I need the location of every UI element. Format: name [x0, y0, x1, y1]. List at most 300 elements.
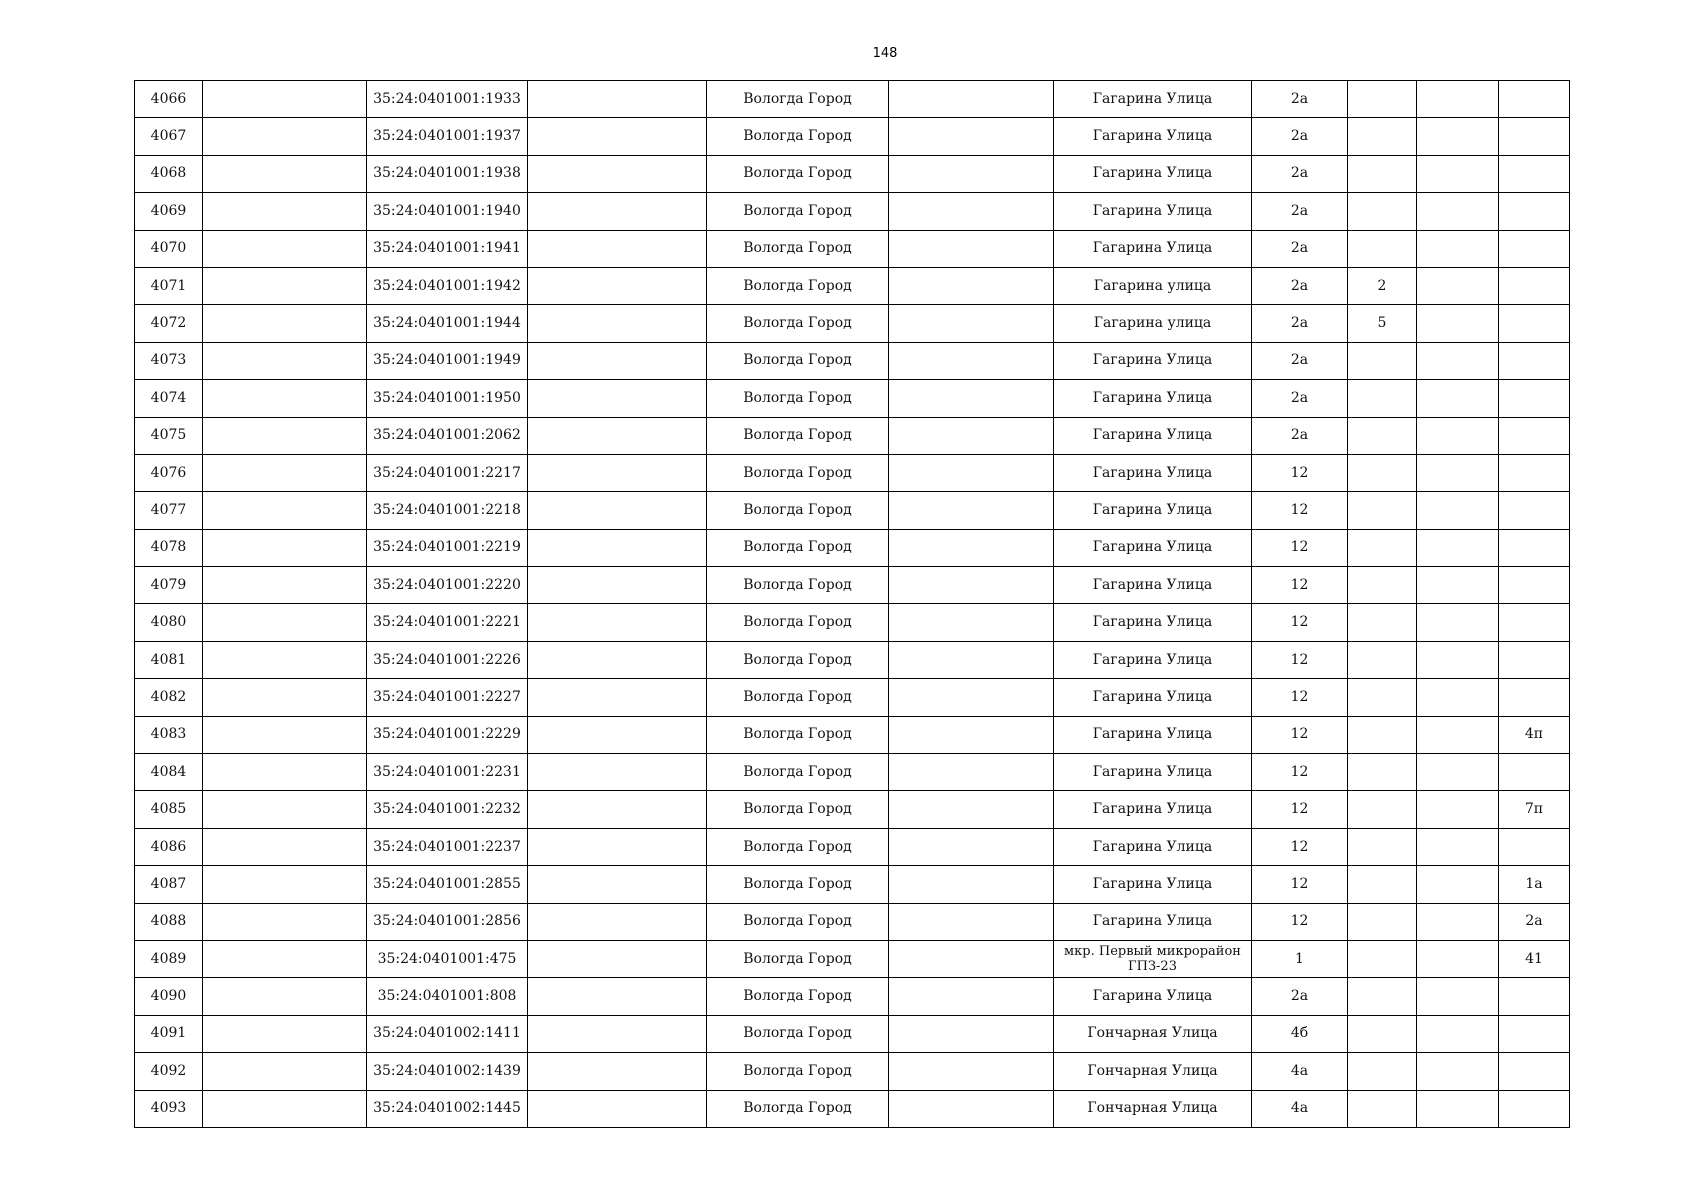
empty-cell [203, 417, 367, 454]
empty-cell [889, 641, 1054, 678]
empty-cell [528, 716, 707, 753]
city-cell: Вологда Город [707, 679, 889, 716]
house-cell: 2а [1252, 380, 1348, 417]
cadastral-number-cell: 35:24:0401001:2226 [367, 641, 528, 678]
table-row [135, 81, 1570, 118]
table-row [135, 1015, 1570, 1052]
street-cell: Гагарина Улица [1054, 342, 1252, 379]
house-cell: 12 [1252, 791, 1348, 828]
empty-cell [203, 81, 367, 118]
extra-cell-9 [1348, 380, 1417, 417]
cadastral-number-cell: 35:24:0401001:2237 [367, 828, 528, 865]
city-cell: Вологда Город [707, 866, 889, 903]
row-number-cell: 4088 [135, 903, 203, 940]
city-cell: Вологда Город [707, 529, 889, 566]
extra-cell-10 [1417, 866, 1499, 903]
empty-cell [528, 193, 707, 230]
extra-cell-11: 4п [1499, 716, 1570, 753]
row-number-cell: 4075 [135, 417, 203, 454]
cadastral-number-cell: 35:24:0401001:2220 [367, 567, 528, 604]
row-number-cell: 4093 [135, 1090, 203, 1127]
extra-cell-9 [1348, 81, 1417, 118]
street-cell: Гагарина Улица [1054, 118, 1252, 155]
extra-cell-11: 1а [1499, 866, 1570, 903]
street-cell: Гончарная Улица [1054, 1090, 1252, 1127]
empty-cell [889, 529, 1054, 566]
street-cell: Гагарина Улица [1054, 380, 1252, 417]
extra-cell-10 [1417, 978, 1499, 1015]
extra-cell-9: 5 [1348, 305, 1417, 342]
table-row [135, 791, 1570, 828]
street-cell: Гагарина Улица [1054, 828, 1252, 865]
table-row [135, 417, 1570, 454]
extra-cell-10 [1417, 454, 1499, 491]
page-number: 148 [872, 46, 898, 61]
empty-cell [889, 978, 1054, 1015]
empty-cell [528, 529, 707, 566]
row-number-cell: 4086 [135, 828, 203, 865]
table-row [135, 604, 1570, 641]
empty-cell [889, 866, 1054, 903]
cadastral-number-cell: 35:24:0401001:1949 [367, 342, 528, 379]
cadastral-number-cell: 35:24:0401001:1950 [367, 380, 528, 417]
extra-cell-10 [1417, 754, 1499, 791]
extra-cell-11 [1499, 81, 1570, 118]
empty-cell [889, 305, 1054, 342]
street-cell: Гагарина Улица [1054, 230, 1252, 267]
extra-cell-11 [1499, 1015, 1570, 1052]
empty-cell [889, 230, 1054, 267]
extra-cell-10 [1417, 342, 1499, 379]
extra-cell-9 [1348, 866, 1417, 903]
table-row [135, 754, 1570, 791]
house-cell: 12 [1252, 604, 1348, 641]
empty-cell [528, 866, 707, 903]
street-cell: Гагарина Улица [1054, 903, 1252, 940]
empty-cell [203, 903, 367, 940]
street-cell: Гагарина Улица [1054, 791, 1252, 828]
cadastral-number-cell: 35:24:0401001:1940 [367, 193, 528, 230]
city-cell: Вологда Город [707, 305, 889, 342]
extra-cell-9 [1348, 903, 1417, 940]
extra-cell-10 [1417, 155, 1499, 192]
extra-cell-9 [1348, 567, 1417, 604]
table-row [135, 454, 1570, 491]
city-cell: Вологда Город [707, 454, 889, 491]
extra-cell-10 [1417, 1053, 1499, 1090]
city-cell: Вологда Город [707, 380, 889, 417]
house-cell: 2а [1252, 193, 1348, 230]
empty-cell [528, 754, 707, 791]
empty-cell [889, 267, 1054, 304]
cadastral-number-cell: 35:24:0401001:1938 [367, 155, 528, 192]
city-cell: Вологда Город [707, 492, 889, 529]
row-number-cell: 4070 [135, 230, 203, 267]
empty-cell [889, 380, 1054, 417]
row-number-cell: 4074 [135, 380, 203, 417]
empty-cell [203, 454, 367, 491]
row-number-cell: 4073 [135, 342, 203, 379]
extra-cell-10 [1417, 679, 1499, 716]
cadastral-number-cell: 35:24:0401001:1942 [367, 267, 528, 304]
street-cell: Гагарина улица [1054, 305, 1252, 342]
table-row [135, 118, 1570, 155]
house-cell: 1 [1252, 940, 1348, 977]
extra-cell-11 [1499, 492, 1570, 529]
extra-cell-10 [1417, 903, 1499, 940]
cadastral-number-cell: 35:24:0401001:2219 [367, 529, 528, 566]
house-cell: 2а [1252, 978, 1348, 1015]
house-cell: 12 [1252, 866, 1348, 903]
empty-cell [203, 492, 367, 529]
street-cell: Гагарина Улица [1054, 529, 1252, 566]
cadastral-number-cell: 35:24:0401001:1944 [367, 305, 528, 342]
extra-cell-10 [1417, 1090, 1499, 1127]
extra-cell-9 [1348, 529, 1417, 566]
empty-cell [528, 380, 707, 417]
extra-cell-11 [1499, 978, 1570, 1015]
extra-cell-9 [1348, 492, 1417, 529]
extra-cell-11 [1499, 828, 1570, 865]
city-cell: Вологда Город [707, 978, 889, 1015]
cadastral-number-cell: 35:24:0401001:2231 [367, 754, 528, 791]
row-number-cell: 4069 [135, 193, 203, 230]
extra-cell-9 [1348, 454, 1417, 491]
extra-cell-10 [1417, 641, 1499, 678]
extra-cell-10 [1417, 81, 1499, 118]
street-cell: Гагарина Улица [1054, 567, 1252, 604]
house-cell: 12 [1252, 903, 1348, 940]
extra-cell-9 [1348, 342, 1417, 379]
house-cell: 2а [1252, 81, 1348, 118]
extra-cell-9 [1348, 754, 1417, 791]
city-cell: Вологда Город [707, 1015, 889, 1052]
row-number-cell: 4079 [135, 567, 203, 604]
cadastral-number-cell: 35:24:0401001:2221 [367, 604, 528, 641]
empty-cell [203, 380, 367, 417]
extra-cell-10 [1417, 305, 1499, 342]
empty-cell [528, 342, 707, 379]
street-cell: Гагарина Улица [1054, 492, 1252, 529]
extra-cell-11: 2а [1499, 903, 1570, 940]
table-row [135, 679, 1570, 716]
city-cell: Вологда Город [707, 230, 889, 267]
empty-cell [528, 604, 707, 641]
empty-cell [889, 679, 1054, 716]
row-number-cell: 4077 [135, 492, 203, 529]
empty-cell [528, 1053, 707, 1090]
row-number-cell: 4091 [135, 1015, 203, 1052]
cadastral-number-cell: 35:24:0401001:808 [367, 978, 528, 1015]
house-cell: 2а [1252, 305, 1348, 342]
empty-cell [528, 828, 707, 865]
cadastral-number-cell: 35:24:0401001:2217 [367, 454, 528, 491]
empty-cell [203, 641, 367, 678]
empty-cell [889, 81, 1054, 118]
extra-cell-9 [1348, 641, 1417, 678]
registry-table [134, 80, 1570, 1128]
extra-cell-10 [1417, 567, 1499, 604]
extra-cell-10 [1417, 380, 1499, 417]
row-number-cell: 4083 [135, 716, 203, 753]
empty-cell [889, 754, 1054, 791]
extra-cell-9 [1348, 230, 1417, 267]
empty-cell [203, 1015, 367, 1052]
extra-cell-9 [1348, 679, 1417, 716]
extra-cell-9 [1348, 118, 1417, 155]
extra-cell-11 [1499, 641, 1570, 678]
empty-cell [528, 492, 707, 529]
city-cell: Вологда Город [707, 567, 889, 604]
house-cell: 12 [1252, 492, 1348, 529]
row-number-cell: 4072 [135, 305, 203, 342]
cadastral-number-cell: 35:24:0401002:1439 [367, 1053, 528, 1090]
extra-cell-11 [1499, 193, 1570, 230]
empty-cell [889, 828, 1054, 865]
empty-cell [203, 567, 367, 604]
empty-cell [203, 342, 367, 379]
extra-cell-9 [1348, 1015, 1417, 1052]
extra-cell-11 [1499, 118, 1570, 155]
city-cell: Вологда Город [707, 716, 889, 753]
extra-cell-10 [1417, 716, 1499, 753]
extra-cell-11 [1499, 679, 1570, 716]
row-number-cell: 4066 [135, 81, 203, 118]
table-body [135, 81, 1570, 1128]
empty-cell [528, 978, 707, 1015]
street-cell: Гагарина Улица [1054, 679, 1252, 716]
row-number-cell: 4071 [135, 267, 203, 304]
extra-cell-10 [1417, 193, 1499, 230]
empty-cell [528, 230, 707, 267]
empty-cell [528, 417, 707, 454]
empty-cell [528, 1090, 707, 1127]
empty-cell [203, 866, 367, 903]
table-row [135, 193, 1570, 230]
cadastral-number-cell: 35:24:0401001:2229 [367, 716, 528, 753]
extra-cell-11 [1499, 529, 1570, 566]
empty-cell [203, 791, 367, 828]
city-cell: Вологда Город [707, 1053, 889, 1090]
table-row [135, 1053, 1570, 1090]
extra-cell-9: 2 [1348, 267, 1417, 304]
table-row [135, 716, 1570, 753]
empty-cell [528, 940, 707, 977]
extra-cell-10 [1417, 118, 1499, 155]
cadastral-number-cell: 35:24:0401001:2218 [367, 492, 528, 529]
row-number-cell: 4085 [135, 791, 203, 828]
table-row [135, 1090, 1570, 1127]
empty-cell [528, 791, 707, 828]
house-cell: 12 [1252, 641, 1348, 678]
extra-cell-11 [1499, 230, 1570, 267]
extra-cell-9 [1348, 940, 1417, 977]
empty-cell [203, 716, 367, 753]
empty-cell [528, 1015, 707, 1052]
city-cell: Вологда Город [707, 342, 889, 379]
street-cell: Гагарина Улица [1054, 866, 1252, 903]
empty-cell [889, 1015, 1054, 1052]
empty-cell [203, 978, 367, 1015]
city-cell: Вологда Город [707, 267, 889, 304]
row-number-cell: 4082 [135, 679, 203, 716]
row-number-cell: 4080 [135, 604, 203, 641]
empty-cell [203, 529, 367, 566]
street-cell: мкр. Первый микрорайон ГПЗ-23 [1054, 940, 1252, 977]
row-number-cell: 4068 [135, 155, 203, 192]
extra-cell-9 [1348, 193, 1417, 230]
extra-cell-9 [1348, 1053, 1417, 1090]
row-number-cell: 4090 [135, 978, 203, 1015]
street-cell: Гагарина Улица [1054, 193, 1252, 230]
extra-cell-11: 7п [1499, 791, 1570, 828]
empty-cell [528, 679, 707, 716]
empty-cell [889, 155, 1054, 192]
empty-cell [889, 342, 1054, 379]
extra-cell-11 [1499, 1053, 1570, 1090]
empty-cell [528, 641, 707, 678]
extra-cell-11 [1499, 342, 1570, 379]
empty-cell [528, 81, 707, 118]
empty-cell [203, 754, 367, 791]
cadastral-number-cell: 35:24:0401002:1411 [367, 1015, 528, 1052]
extra-cell-11 [1499, 1090, 1570, 1127]
extra-cell-11 [1499, 267, 1570, 304]
street-cell: Гагарина Улица [1054, 417, 1252, 454]
table-row [135, 267, 1570, 304]
extra-cell-10 [1417, 791, 1499, 828]
city-cell: Вологда Город [707, 1090, 889, 1127]
table-row [135, 641, 1570, 678]
house-cell: 2а [1252, 155, 1348, 192]
empty-cell [528, 118, 707, 155]
house-cell: 12 [1252, 754, 1348, 791]
house-cell: 4б [1252, 1015, 1348, 1052]
empty-cell [203, 679, 367, 716]
extra-cell-11 [1499, 754, 1570, 791]
street-cell: Гончарная Улица [1054, 1015, 1252, 1052]
street-cell: Гагарина Улица [1054, 155, 1252, 192]
house-cell: 2а [1252, 118, 1348, 155]
empty-cell [203, 267, 367, 304]
empty-cell [203, 118, 367, 155]
extra-cell-10 [1417, 940, 1499, 977]
extra-cell-9 [1348, 1090, 1417, 1127]
house-cell: 2а [1252, 267, 1348, 304]
house-cell: 12 [1252, 679, 1348, 716]
empty-cell [203, 828, 367, 865]
table-row [135, 866, 1570, 903]
street-cell: Гагарина Улица [1054, 641, 1252, 678]
row-number-cell: 4076 [135, 454, 203, 491]
street-cell: Гагарина Улица [1054, 978, 1252, 1015]
row-number-cell: 4067 [135, 118, 203, 155]
empty-cell [203, 1053, 367, 1090]
empty-cell [889, 193, 1054, 230]
extra-cell-11 [1499, 604, 1570, 641]
table-row [135, 940, 1570, 977]
city-cell: Вологда Город [707, 940, 889, 977]
row-number-cell: 4081 [135, 641, 203, 678]
house-cell: 2а [1252, 417, 1348, 454]
empty-cell [889, 940, 1054, 977]
extra-cell-11 [1499, 567, 1570, 604]
street-cell: Гагарина Улица [1054, 81, 1252, 118]
street-cell: Гагарина улица [1054, 267, 1252, 304]
empty-cell [528, 155, 707, 192]
table-row [135, 978, 1570, 1015]
empty-cell [889, 118, 1054, 155]
city-cell: Вологда Город [707, 604, 889, 641]
extra-cell-11 [1499, 380, 1570, 417]
cadastral-number-cell: 35:24:0401001:2062 [367, 417, 528, 454]
city-cell: Вологда Город [707, 193, 889, 230]
city-cell: Вологда Город [707, 903, 889, 940]
extra-cell-9 [1348, 791, 1417, 828]
extra-cell-9 [1348, 155, 1417, 192]
empty-cell [889, 454, 1054, 491]
row-number-cell: 4087 [135, 866, 203, 903]
table-row [135, 529, 1570, 566]
street-cell: Гагарина Улица [1054, 754, 1252, 791]
empty-cell [889, 492, 1054, 529]
empty-cell [203, 193, 367, 230]
city-cell: Вологда Город [707, 155, 889, 192]
extra-cell-10 [1417, 1015, 1499, 1052]
house-cell: 4а [1252, 1053, 1348, 1090]
extra-cell-9 [1348, 417, 1417, 454]
table-row [135, 903, 1570, 940]
city-cell: Вологда Город [707, 118, 889, 155]
table-row [135, 230, 1570, 267]
city-cell: Вологда Город [707, 754, 889, 791]
extra-cell-11 [1499, 417, 1570, 454]
empty-cell [528, 903, 707, 940]
row-number-cell: 4089 [135, 940, 203, 977]
row-number-cell: 4078 [135, 529, 203, 566]
cadastral-number-cell: 35:24:0401001:2856 [367, 903, 528, 940]
empty-cell [203, 604, 367, 641]
city-cell: Вологда Город [707, 81, 889, 118]
house-cell: 12 [1252, 828, 1348, 865]
empty-cell [889, 791, 1054, 828]
empty-cell [203, 1090, 367, 1127]
extra-cell-10 [1417, 828, 1499, 865]
cadastral-number-cell: 35:24:0401002:1445 [367, 1090, 528, 1127]
extra-cell-11: 41 [1499, 940, 1570, 977]
empty-cell [889, 604, 1054, 641]
house-cell: 12 [1252, 529, 1348, 566]
extra-cell-9 [1348, 978, 1417, 1015]
extra-cell-10 [1417, 529, 1499, 566]
house-cell: 12 [1252, 567, 1348, 604]
empty-cell [528, 454, 707, 491]
cadastral-number-cell: 35:24:0401001:2227 [367, 679, 528, 716]
house-cell: 12 [1252, 454, 1348, 491]
cadastral-number-cell: 35:24:0401001:1937 [367, 118, 528, 155]
house-cell: 12 [1252, 716, 1348, 753]
table-row [135, 155, 1570, 192]
table-row [135, 492, 1570, 529]
street-cell: Гагарина Улица [1054, 716, 1252, 753]
city-cell: Вологда Город [707, 641, 889, 678]
table-row [135, 567, 1570, 604]
empty-cell [889, 903, 1054, 940]
extra-cell-9 [1348, 604, 1417, 641]
empty-cell [203, 940, 367, 977]
house-cell: 4а [1252, 1090, 1348, 1127]
cadastral-number-cell: 35:24:0401001:1941 [367, 230, 528, 267]
